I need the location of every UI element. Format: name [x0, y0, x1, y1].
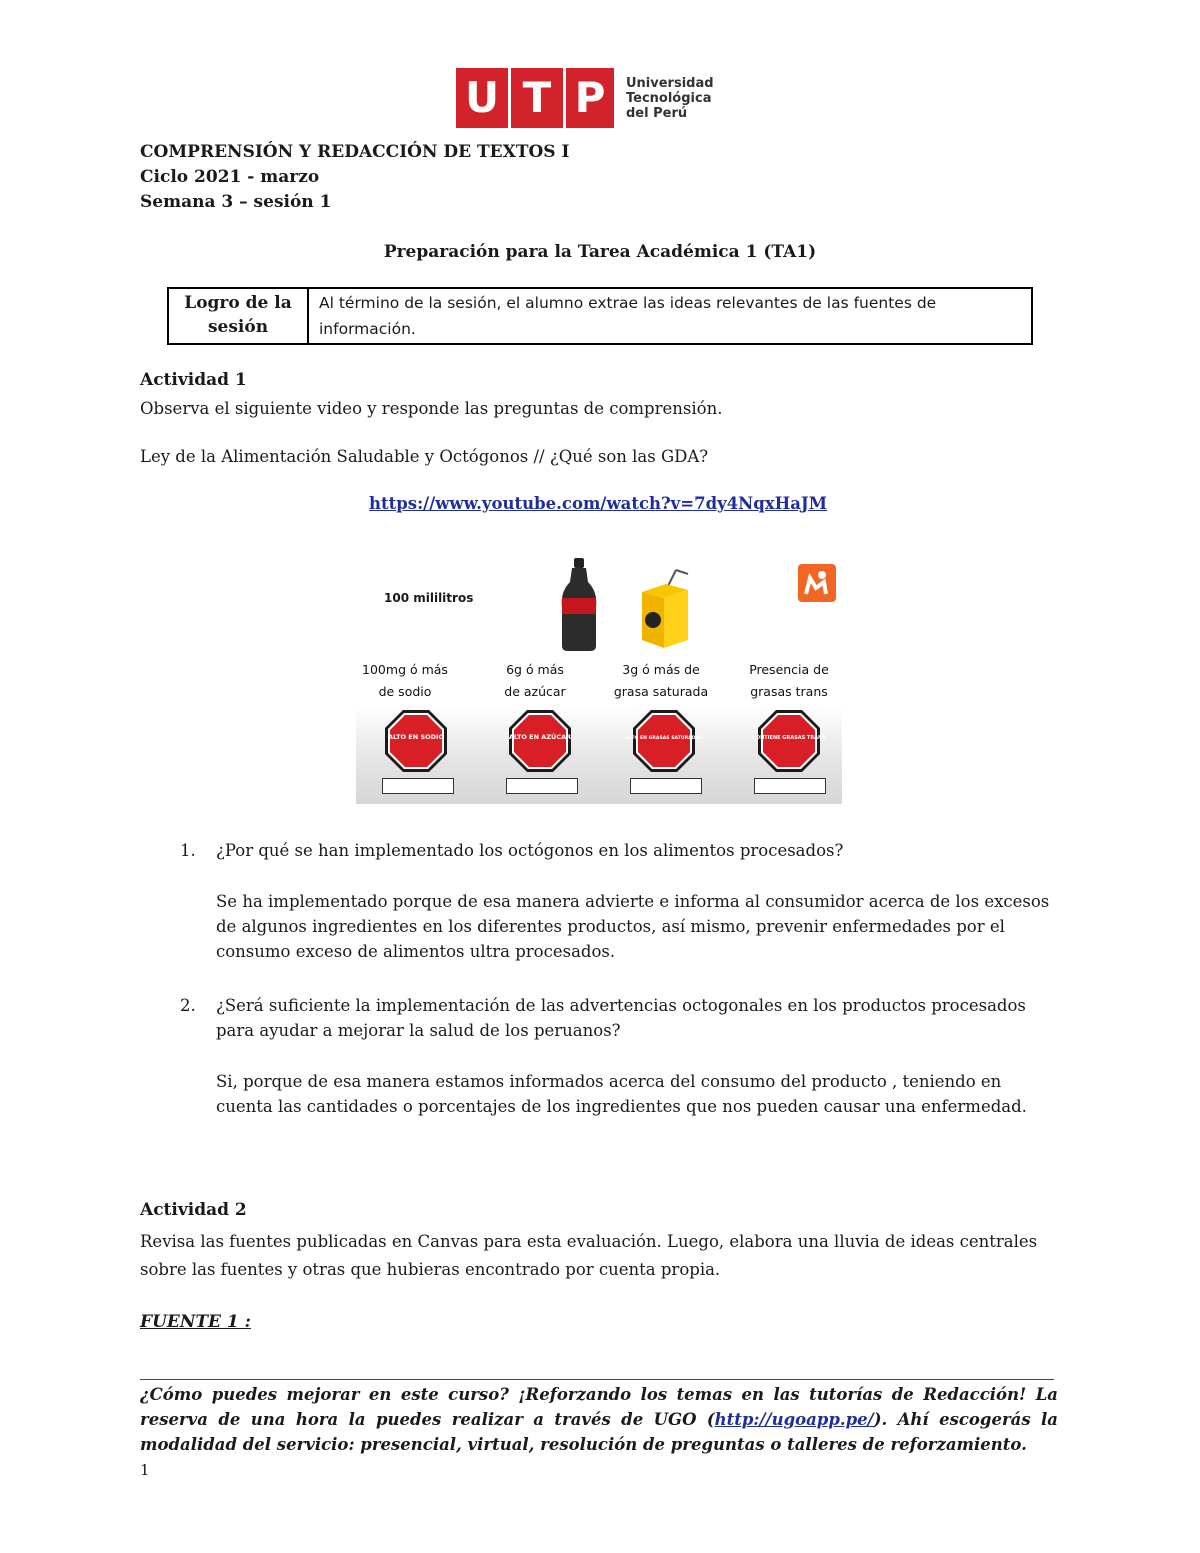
logro-text: Al término de la sesión, el alumno extrae las ideas relevantes de las fuentes de información.	[319, 294, 937, 338]
question-text: ¿Por qué se han implementado los octógonos en los alimentos procesados?	[216, 841, 844, 860]
seal-caption-trans-fat	[754, 778, 826, 794]
course-title: COMPRENSIÓN Y REDACCIÓN DE TEXTOS I	[140, 142, 570, 162]
page-number: 1	[140, 1461, 150, 1479]
actividad2-instruction: Revisa las fuentes publicadas en Canvas para esta evaluación. Luego, elabora una lluvia de ideas centrales sobre las fuentes y otras que hubieras encontrado por cuenta propia.	[140, 1232, 1038, 1279]
week-label: Semana 3 – sesión 1	[140, 192, 332, 212]
footer-note: ¿Cómo puedes mejorar en este curso? ¡Reforzando los temas en las tutorías de Redacción! La reserva de una hora la puedes realizar a través de UGO (http://ugoapp.pe/). Ahí escogerás la modalidad del servicio: presencial, virtual, resolución de preguntas o talleres de reforzamiento.	[140, 1385, 1058, 1454]
video-title: Ley de la Alimentación Saludable y Octógonos // ¿Qué son las GDA?	[140, 447, 709, 466]
utp-logo	[456, 68, 714, 130]
answer-2: Si, porque de esa manera estamos informados acerca del consumo del producto , teniendo en cuenta las cantidades o porcentajes de los ingredientes que nos pueden causar una enfermedad.	[216, 1072, 1027, 1116]
fuente-heading: FUENTE 1 :	[140, 1312, 251, 1332]
question-number: 2.	[180, 996, 196, 1015]
seal-caption-saturated-fat	[630, 778, 702, 794]
octagon-seal-sugar-icon	[508, 709, 572, 773]
actividad2-heading: Actividad 2	[140, 1200, 247, 1220]
nutrient-label-trans-fat: Presencia de grasas trans	[749, 662, 829, 699]
footer-divider	[140, 1379, 1054, 1380]
soda-bottle-icon	[558, 558, 600, 652]
logo-letter-p: P	[566, 68, 614, 128]
octagon-seal-saturated-fat-icon	[625, 709, 703, 773]
nutrient-label-sodium: 100mg ó más de sodio	[362, 662, 448, 699]
seal-text-sugar: ALTO EN AZÚCAR	[508, 733, 572, 741]
video-link[interactable]: https://www.youtube.com/watch?v=7dy4NqxHaJM	[369, 494, 827, 513]
actividad1-heading: Actividad 1	[140, 370, 247, 390]
octagon-infographic	[356, 546, 842, 804]
question-1	[180, 838, 1060, 863]
logro-label: Logro de la sesión	[169, 289, 309, 343]
logo-name: Universidad Tecnológica del Perú	[626, 76, 714, 121]
question-2	[180, 993, 1060, 1043]
seal-text-trans-fat: CONTIENE GRASAS TRANS	[752, 735, 826, 741]
octagon-seal-trans-fat-icon	[752, 709, 826, 773]
ugo-link[interactable]: http://ugoapp.pe/	[714, 1410, 874, 1429]
actividad1-instruction: Observa el siguiente video y responde las preguntas de comprensión.	[140, 399, 723, 418]
juice-box-icon	[636, 568, 696, 650]
seal-text-saturated-fat: ALTO EN GRASAS SATURADAS	[625, 736, 703, 741]
question-text: ¿Será suficiente la implementación de las advertencias octogonales en los productos procesados para ayudar a mejorar la salud de los peruanos?	[216, 996, 1026, 1040]
answer-1: Se ha implementado porque de esa manera advierte e informa al consumidor acerca de los excesos de algunos ingredientes en los diferentes productos, así mismo, prevenir enfermedades por el consumo exceso de alimentos ultra procesados.	[216, 892, 1050, 961]
cycle-label: Ciclo 2021 - marzo	[140, 167, 320, 187]
logo-letter-t: T	[511, 68, 563, 128]
question-number: 1.	[180, 841, 196, 860]
logo-letter-u: U	[456, 68, 508, 128]
seal-caption-sodium	[382, 778, 454, 794]
seal-caption-sugar	[506, 778, 578, 794]
seal-text-sodium: ALTO EN SODIO	[387, 733, 445, 741]
page-title: Preparación para la Tarea Académica 1 (TA1)	[383, 242, 817, 262]
nutrient-label-saturated-fat: 3g ó más de grasa saturada	[613, 662, 709, 699]
brand-icon	[798, 564, 836, 602]
octagon-seal-sodium-icon	[384, 709, 448, 773]
infographic-title: 100 mililitros	[384, 591, 474, 605]
logro-table	[167, 287, 1033, 345]
nutrient-label-sugar: 6g ó más de azúcar	[504, 662, 566, 699]
